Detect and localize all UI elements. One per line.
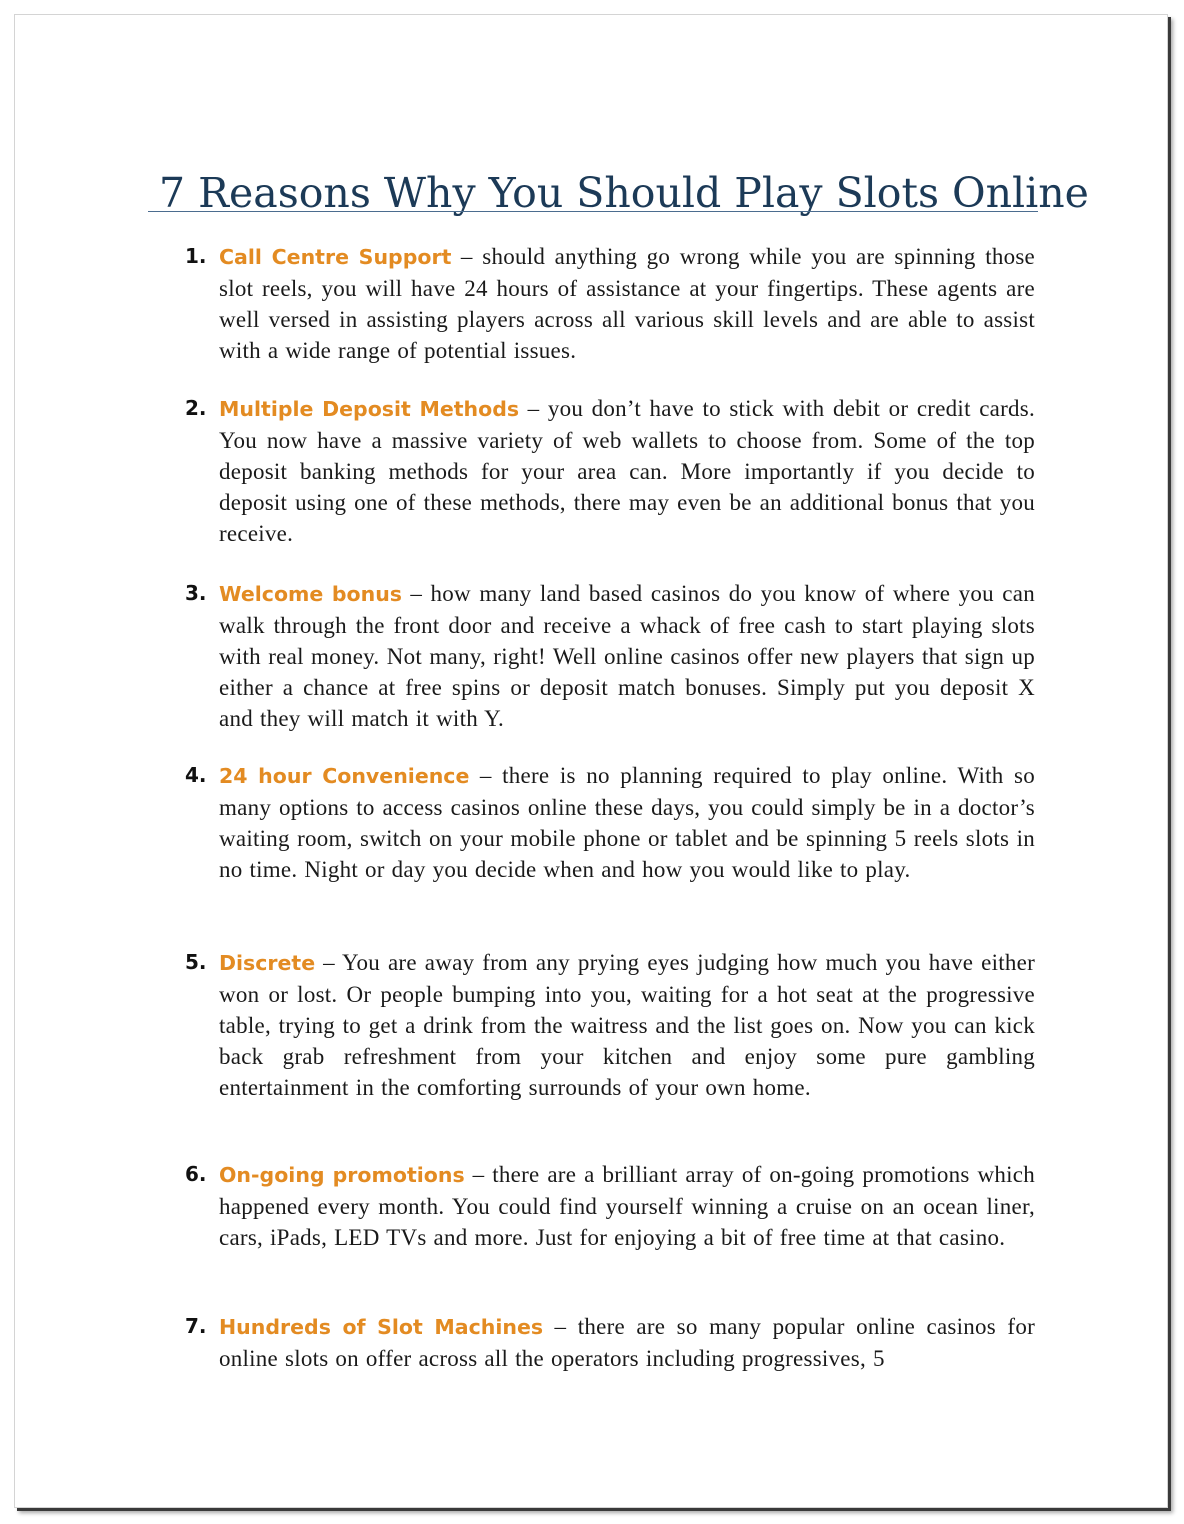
reason-text: – you don’t have to stick with debit or credit cards. You now have a massive variety of web wallets to choose from. Some of the top deposit banking methods for your area can. More importantly if you decide to deposit using one of these methods, there may even be an additional bonus that you receive. bbox=[219, 396, 1035, 546]
reason-heading: Multiple Deposit Methods bbox=[219, 397, 520, 421]
reason-text: – there are a brilliant array of on-going promotions which happened every month. You could find yourself winning a cruise on an ocean liner, cars, iPads, LED TVs and more. Just for enjoying a bit of free time at that casino. bbox=[219, 1162, 1035, 1250]
reason-item-6 bbox=[185, 1159, 1035, 1253]
reason-heading: 24 hour Convenience bbox=[219, 764, 470, 788]
reason-heading: Welcome bonus bbox=[219, 582, 402, 606]
reason-paragraph bbox=[219, 241, 1035, 366]
reason-number: 4. bbox=[185, 763, 207, 787]
reason-number: 5. bbox=[185, 950, 207, 974]
reason-item-2 bbox=[185, 393, 1035, 549]
reason-number: 6. bbox=[185, 1162, 207, 1186]
reason-heading: Discrete bbox=[219, 951, 316, 975]
reason-paragraph bbox=[219, 1311, 1035, 1374]
reason-heading: Call Centre Support bbox=[219, 245, 452, 269]
reason-number: 1. bbox=[185, 244, 207, 268]
document-page bbox=[14, 14, 1168, 1508]
reason-item-7 bbox=[185, 1311, 1035, 1374]
reason-paragraph bbox=[219, 760, 1035, 885]
reason-text: – You are away from any prying eyes judging how much you have either won or lost. Or people bumping into you, waiting for a hot seat at the progressive table, trying to get a drink from the waitress and the list goes on. Now you can kick back grab refreshment from your kitchen and enjoy some pure gambling entertainment in the comforting surrounds of your own home. bbox=[219, 950, 1035, 1100]
reason-number: 3. bbox=[185, 581, 207, 605]
reason-heading: On-going promotions bbox=[219, 1163, 465, 1187]
reason-text: – how many land based casinos do you know of where you can walk through the front door and receive a whack of free cash to start playing slots with real money. Not many, right! Well online casinos offer new players that sign up either a chance at free spins or deposit match bonuses. Simply put you deposit X and they will match it with Y. bbox=[219, 581, 1035, 731]
reason-number: 7. bbox=[185, 1314, 207, 1338]
reason-text: – should anything go wrong while you are spinning those slot reels, you will have 24 hours of assistance at your fingertips. These agents are well versed in assisting players across all various skill levels and are able to assist with a wide range of potential issues. bbox=[219, 244, 1035, 363]
reason-text: – there are so many popular online casinos for online slots on offer across all the operators including progressives, 5 bbox=[219, 1314, 1035, 1371]
title-underline bbox=[148, 211, 1038, 212]
reason-item-5 bbox=[185, 947, 1035, 1103]
reason-paragraph bbox=[219, 393, 1035, 549]
reason-item-1 bbox=[185, 241, 1035, 366]
reason-number: 2. bbox=[185, 396, 207, 420]
reason-heading: Hundreds of Slot Machines bbox=[219, 1315, 544, 1339]
reason-item-3 bbox=[185, 578, 1035, 734]
reason-paragraph bbox=[219, 947, 1035, 1103]
reason-paragraph bbox=[219, 578, 1035, 734]
reason-paragraph bbox=[219, 1159, 1035, 1253]
reason-text: – there is no planning required to play online. With so many options to access casinos online these days, you could simply be in a doctor’s waiting room, switch on your mobile phone or tablet and be spinning 5 reels slots in no time. Night or day you decide when and how you would like to play. bbox=[219, 763, 1035, 882]
document-title: 7 Reasons Why You Should Play Slots Online bbox=[159, 169, 1089, 217]
reason-item-4 bbox=[185, 760, 1035, 885]
